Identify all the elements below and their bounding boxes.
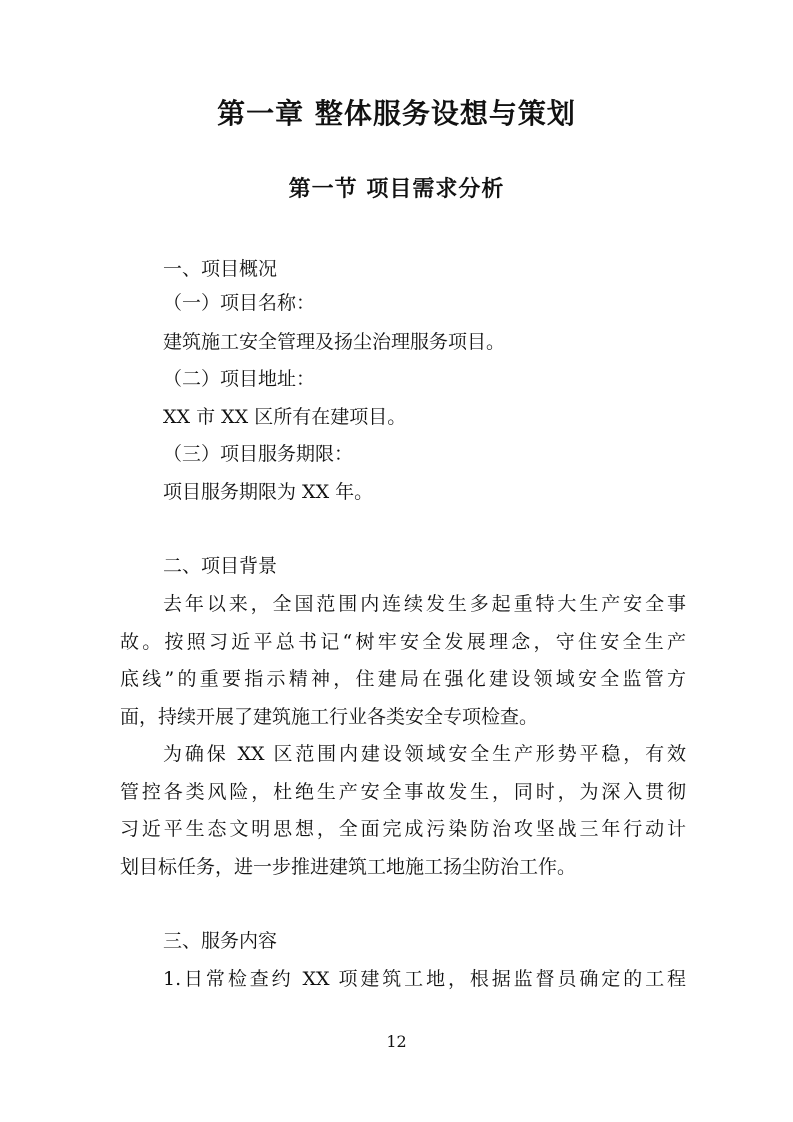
background-p2-line: 划目标任务，进一步推进建筑工地施工扬尘防治工作。 [120,856,577,878]
background-p1-line: 故。按照习近平总书记“树牢安全发展理念，守住安全生产 [120,631,686,653]
services-heading: 三、服务内容 [163,930,278,952]
overview-heading: 一、项目概况 [163,258,278,280]
project-term-value: 项目服务期限为 XX 年。 [163,481,374,503]
background-p2-line: 习近平生态文明思想，全面完成污染防治攻坚战三年行动计 [120,818,686,840]
page-number: 12 [386,1032,407,1051]
background-heading: 二、项目背景 [163,555,278,577]
section-title: 第一节 项目需求分析 [288,177,505,202]
project-address-label: （二）项目地址： [163,368,316,390]
background-p2-line: 为确保 XX 区范围内建设领域安全生产形势平稳，有效 [163,743,686,765]
project-term-label: （三）项目服务期限： [163,443,354,465]
background-p2-line: 管控各类风险，杜绝生产安全事故发生，同时，为深入贯彻 [120,781,686,803]
background-p1-line: 去年以来，全国范围内连续发生多起重特大生产安全事 [163,593,686,615]
chapter-title: 第一章 整体服务设想与策划 [217,97,576,130]
project-name-value: 建筑施工安全管理及扬尘治理服务项目。 [163,331,506,353]
project-address-value: XX 市 XX 区所有在建项目。 [163,406,407,428]
background-p1-line: 底线”的重要指示精神，住建局在强化建设领域安全监管方 [120,668,686,690]
services-item-1: 1.日常检查约 XX 项建筑工地，根据监督员确定的工程 [163,968,686,990]
background-p1-line: 面，持续开展了建筑施工行业各类安全专项检查。 [120,706,539,728]
project-name-label: （一）项目名称： [163,292,316,314]
